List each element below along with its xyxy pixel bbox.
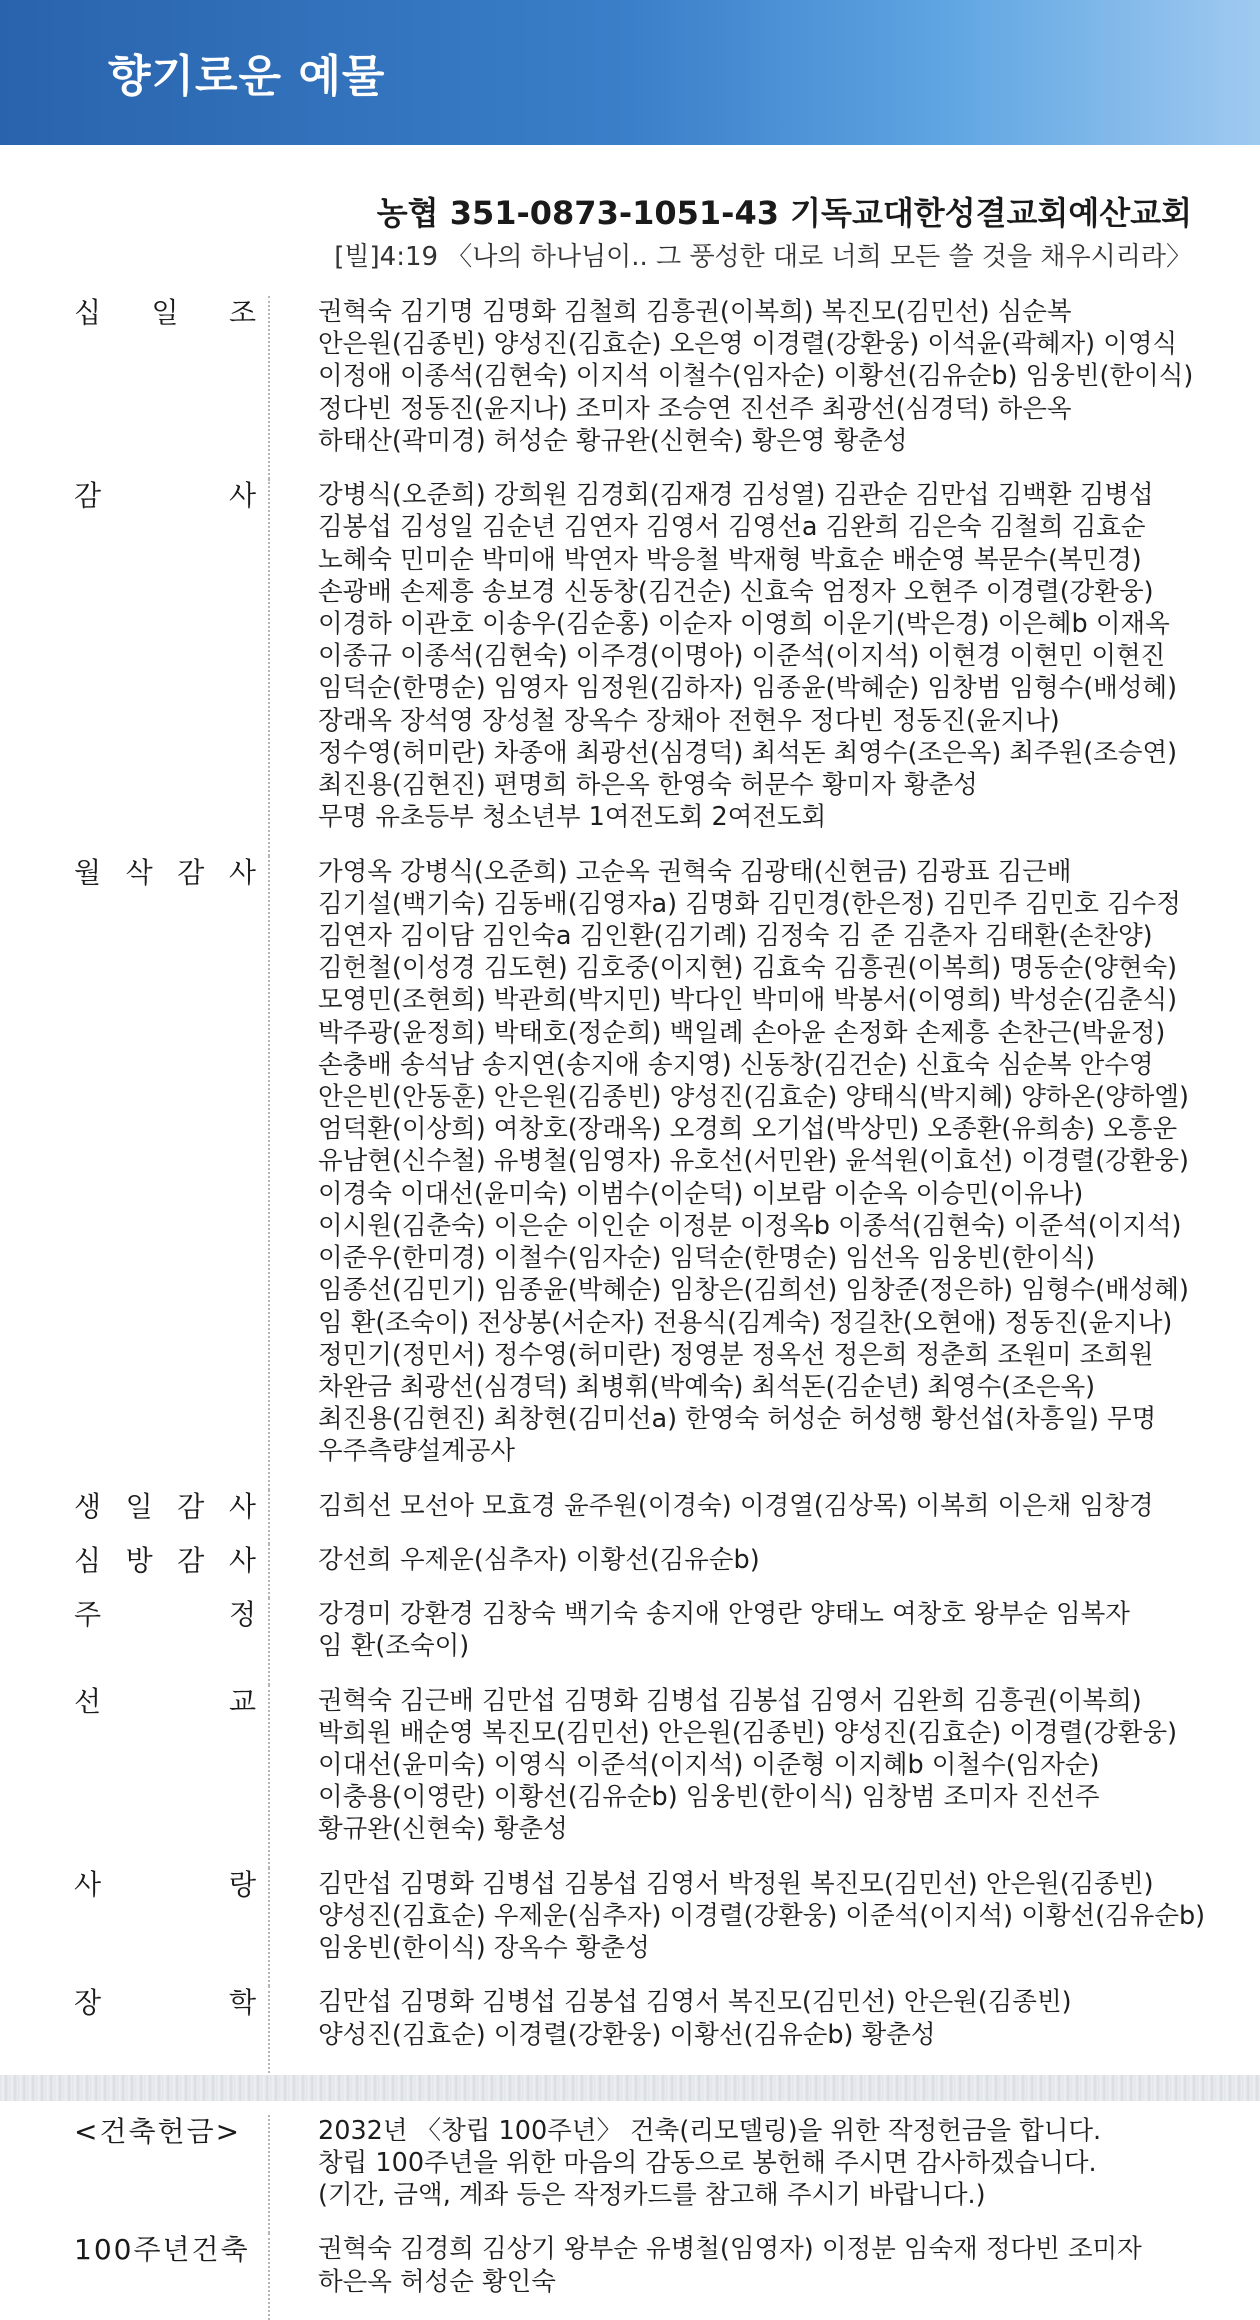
section-label [74,1868,256,1987]
label-char: 십 [74,296,102,329]
donor-names: 강병식(오준희) 강희원 김경회(김재경 김성열) 김관순 김만섭 김백환 김병섭 김봉섭 김성일 김순년 김연자 김영서 김영선a 김완희 김은숙 김철희 김효순 노혜숙 민미순 박미애 박연자 박응철 박재형 박효순 배순영 복문수(복민경) 손광배 손제흥 송보경 신동창(김건순) 신효숙 엄정자 오현주 이경렬(강환웅) 이경하 이관호 이송우(김순홍) 이순자 이영희 이운기(박은경) 이은혜b 이재옥 이종규 이종석(김현숙) 이주경(이명아) 이준석(이지석) 이현경 이현민 이현진 임덕순(한명순) 임영자 임정원(김하자) 임종윤(박혜순) 임창범 임형수(배성혜) 장래옥 장석영 장성철 장옥수 장채아 전현우 정다빈 정동진(윤지나) 정수영(허미란) 차종애 최광선(심경덕) 최석돈 최영수(조은옥) 최주원(조승연) 최진용(김현진) 편명희 하은옥 한영숙 허문수 황미자 황춘성 무명 유초등부 청소년부 1여전도회 2여전도회 [318,480,1178,833]
dotted-divider [268,1868,271,1987]
label-char: 방 [125,1543,153,1577]
header-banner [0,0,1260,145]
section-label [74,1598,256,1684]
section-label [74,1490,256,1544]
label-char: 조 [228,296,256,329]
label-char: 감 [74,479,102,513]
dotted-divider [268,1685,271,1868]
donor-names: 권혁숙 김경희 김상기 왕부순 유병철(임영자) 이정분 임숙재 정다빈 조미자 하은옥 허성순 황인숙 [318,2234,1142,2297]
section-building-fund [0,2115,1260,2234]
dotted-divider [268,2115,271,2234]
section-mission [0,1685,1260,1868]
donor-names: 강경미 강환경 김창숙 백기숙 송지애 안영란 양태노 여창호 왕부순 임복자 임 환(조숙이) [318,1599,1130,1662]
dotted-divider [268,479,271,855]
label-char: 생 [74,1489,102,1523]
building-fund-notice: 2032년 〈창립 100주년〉 건축(리모델링)을 위한 작정헌금을 합니다. 창립 100주년을 위한 마음의 감동으로 봉헌해 주시면 감사하겠습니다. (기간, 금액, 계좌 등은 작정카드를 참고해 주시기 바랍니다.) [318,2115,1102,2211]
page-title: 향기로운 예물 [108,51,386,102]
section-label: <건축헌금> [74,2114,242,2148]
label-char: 삭 [125,855,153,889]
donor-names: 권혁숙 김기명 김명화 김철희 김흥권(이복희) 복진모(김민선) 심순복 안은원(김종빈) 양성진(김효순) 오은영 이경렬(강환웅) 이석윤(곽혜자) 이영식 이정애 이종석(김현숙) 이지석 이철수(임자순) 이황선(김유순b) 임웅빈(한이식) 정다빈 정동진(윤지나) 조미자 조승연 진선주 최광선(심경덕) 하은옥 하태산(곽미경) 허성순 황규완(신현숙) 황은영 황춘성 [318,297,1194,456]
section-tithe [0,296,1260,479]
dotted-divider [268,2233,271,2319]
label-char: 선 [74,1684,102,1718]
section-monthly-thanks [0,856,1260,1490]
section-weekly [0,1598,1260,1684]
dotted-divider [268,296,271,479]
section-label [74,1685,256,1868]
dotted-divider [268,1490,271,1544]
dotted-divider [268,1986,271,2072]
section-love [0,1868,1260,1987]
label-char: 사 [228,1489,256,1523]
label-char: 감 [177,1543,205,1577]
label-char: 사 [74,1867,102,1901]
label-char: 사 [228,479,256,513]
label-char: 주 [74,1598,102,1632]
label-char: 심 [74,1543,102,1577]
label-char: 감 [177,855,205,889]
section-thanks [0,479,1260,855]
donor-names: 김만섭 김명화 김병섭 김봉섭 김영서 박정원 복진모(김민선) 안은원(김종빈) 양성진(김효순) 우제운(심추자) 이경렬(강환웅) 이준석(이지석) 이황선(김유순b) 임웅빈(한이식) 장옥수 황춘성 [318,1868,1206,1964]
dotted-divider [268,1598,271,1684]
label-char: 사 [228,855,256,889]
section-scholarship [0,1986,1260,2072]
donor-names: 권혁숙 김근배 김만섭 김명화 김병섭 김봉섭 김영서 김완희 김흥권(이복희) 박희원 배순영 복진모(김민선) 안은원(김종빈) 양성진(김효순) 이경렬(강환웅) 이대선(윤미숙) 이영식 이준석(이지석) 이준형 이지혜b 이철수(임자순) 이충용(이영란) 이황선(김유순b) 임웅빈(한이식) 임창범 조미자 진선주 황규완(신현숙) 황춘성 [318,1685,1178,1845]
donor-names: 김희선 모선아 모효경 윤주원(이경숙) 이경열(김상목) 이복희 이은채 임창경 [318,1490,1154,1521]
donor-names: 강선희 우제운(심추자) 이황선(김유순b) [318,1544,760,1575]
dotted-divider [268,1544,271,1598]
section-label [74,1544,256,1598]
offering-list [0,296,1260,2320]
section-birthday-thanks [0,1490,1260,1544]
section-centennial-building [0,2233,1260,2319]
label-char: 교 [228,1684,256,1718]
section-label [74,296,256,479]
bank-account-info: 농협 351-0873-1051-43 기독교대한성결교회예산교회 [376,194,1192,232]
label-char: 사 [228,1543,256,1577]
scripture-verse: [빌]4:19 〈나의 하나님이.. 그 풍성한 대로 너희 모든 쓸 것을 채우시리라〉 [334,242,1192,272]
dotted-divider [268,856,271,1490]
label-char: 장 [74,1986,102,2020]
label-char: 일 [151,296,179,329]
section-separator [0,2075,1260,2101]
donor-names: 가영옥 강병식(오준희) 고순옥 권혁숙 김광태(신현금) 김광표 김근배 김기설(백기숙) 김동배(김영자a) 김명화 김민경(한은정) 김민주 김민호 김수정 김연자 김이담 김인숙a 김인환(김기례) 김정숙 김 준 김춘자 김태환(손찬양) 김헌철(이성경 김도현) 김호중(이지현) 김효숙 김흥권(이복희) 명동순(양현숙) 모영민(조현희) 박관희(박지민) 박다인 박미애 박봉서(이영희) 박성순(김춘식) 박주광(윤정희) 박태호(정순희) 백일례 손아윤 손정화 손제흥 손찬근(박윤정) 손충배 송석남 송지연(송지애 송지영) 신동창(김건순) 신효숙 심순복 안수영 안은빈(안동훈) 안은원(김종빈) 양성진(김효순) 양태식(박지혜) 양하온(양하엘) 엄덕환(이상희) 여창호(장래옥) 오경희 오기섭(박상민) 오종환(유희송) 오흥운 유남현(신수철) 유병철(임영자) 유호선(서민완) 윤석원(이효선) 이경렬(강환웅) 이경숙 이대선(윤미숙) 이범수(이순덕) 이보람 이순옥 이승민(이유나) 이시원(김춘숙) 이은순 이인순 이정분 이정옥b 이종석(김현숙) 이준석(이지석) 이준우(한미경) 이철수(임자순) 임덕순(한명순) 임선옥 임웅빈(한이식) 임종선(김민기) 임종윤(박혜순) 임창은(김희선) 임창준(정은하) 임형수(배성혜) 임 환(조숙이) 전상봉(서순자) 전용식(김계숙) 정길찬(오현애) 정동진(윤지나) 정민기(정민서) 정수영(허미란) 정영분 정옥선 정은희 정춘희 조원미 조희원 차완금 최광선(심경덕) 최병휘(박예숙) 최석돈(김순년) 최영수(조은옥) 최진용(김현진) 최창현(김미선a) 한영숙 허성순 허성행 황선섭(차흥일) 무명 우주측량설계공사 [318,856,1189,1467]
label-char: 일 [125,1489,153,1523]
label-char: 감 [177,1489,205,1523]
section-label [74,856,256,1490]
label-char: 학 [228,1986,256,2020]
label-char: 월 [74,855,102,889]
donor-names: 김만섭 김명화 김병섭 김봉섭 김영서 복진모(김민선) 안은원(김종빈) 양성진(김효순) 이경렬(강환웅) 이황선(김유순b) 황춘성 [318,1987,1072,2050]
section-label: 100주년건축 [74,2233,250,2267]
section-label [74,479,256,855]
section-visit-thanks [0,1544,1260,1598]
section-label [74,1986,256,2072]
label-char: 정 [228,1598,256,1632]
label-char: 랑 [228,1867,256,1901]
